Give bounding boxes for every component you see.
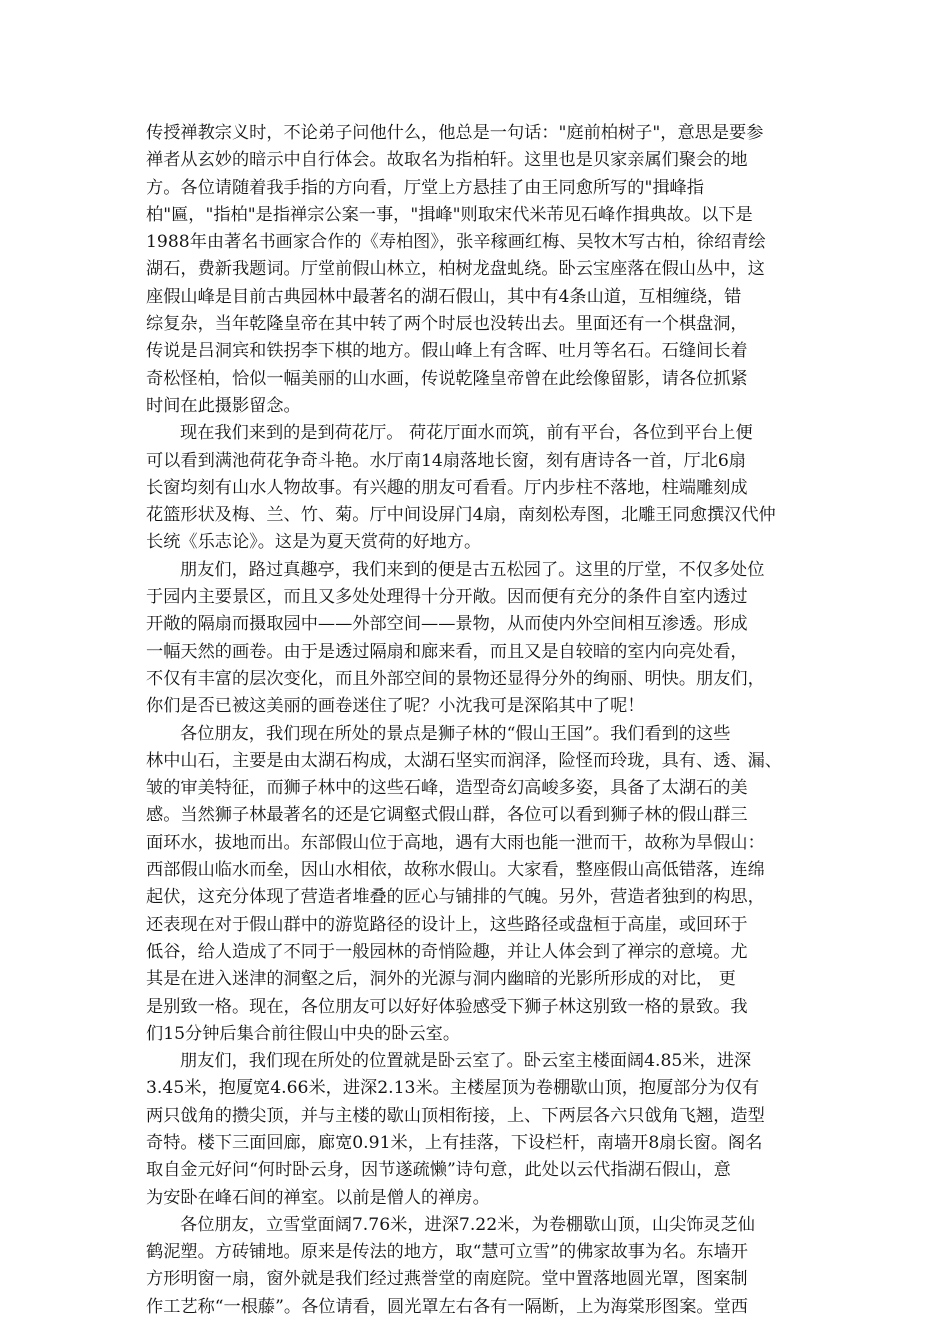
text-line: 林中山石，主要是由太湖石构成，太湖石坚实而润泽，险怪而玲珑，具有、透、漏、 [146,750,782,771]
text-line: 长统《乐志论》。这是为夏天赏荷的好地方。 [146,532,482,553]
text-line: 们15分钟后集合前往假山中央的卧云室。 [146,1023,461,1044]
paragraph [146,1048,806,1212]
text-line: 传说是吕洞宾和铁拐李下棋的地方。假山峰上有含晖、吐月等名石。石缝间长着 [146,341,748,362]
text-line: 开敞的隔扇而摄取园中——外部空间——景物，从而使内外空间相互渗透。形成 [146,614,748,635]
paragraph [146,120,806,420]
text-line: 朋友们，路过真趣亭，我们来到的便是古五松园了。这里的厅堂，不仅多处位 [180,559,765,580]
text-line: 皱的审美特征，而狮子林中的这些石峰，造型奇幻高峻多姿，具备了太湖石的美 [146,778,748,799]
text-line: 各位朋友，立雪堂面阔7.76米，进深7.22米，为卷棚歇山顶，山尖饰灵芝仙 [180,1214,755,1235]
text-line: 方形明窗一扇，窗外就是我们经过燕誉堂的南庭院。堂中置落地圆光罩，图案制 [146,1269,748,1290]
text-line: 其是在进入迷津的洞壑之后，洞外的光源与洞内幽暗的光影所形成的对比， 更 [146,969,736,990]
text-line: 感。当然狮子林最著名的还是它调壑式假山群，各位可以看到狮子林的假山群三 [146,805,748,826]
text-line: 禅者从玄妙的暗示中自行体会。故取名为指柏轩。这里也是贝家亲属们聚会的地 [146,150,748,171]
text-line: 为安卧在峰石间的禅室。以前是僧人的禅房。 [146,1187,490,1208]
text-line: 花篮形状及梅、兰、竹、菊。厅中间设屏门4扇，南刻松寿图，北雕王同愈撰汉代仲 [146,505,776,526]
text-line: 柏"匾，"指柏"是指禅宗公案一事，"揖峰"则取宋代米芾见石峰作揖典故。以下是 [146,204,753,225]
paragraph [146,420,806,556]
text-line: 还表现在对于假山群中的游览路径的设计上，这些路径或盘桓于高崖，或回环于 [146,914,748,935]
text-line: 现在我们来到的是到荷花厅。 荷花厅面水而筑，前有平台，各位到平台上便 [180,423,753,444]
text-line: 奇松怪柏，恰似一幅美丽的山水画，传说乾隆皇帝曾在此绘像留影，请各位抓紧 [146,368,748,389]
text-line: 可以看到满池荷花争奇斗艳。水厅南14扇落地长窗，刻有唐诗各一首，厅北6扇 [146,450,746,471]
paragraph [146,721,806,1049]
paragraph [146,557,806,721]
text-line: 西部假山临水而垒，因山水相依，故称水假山。大家看，整座假山高低错落，连绵 [146,860,765,881]
text-line: 时间在此摄影留念。 [146,395,301,416]
text-line: 1988年由著名书画家合作的《寿柏图》，张辛稼画红梅、吴牧木写古柏，徐绍青绘 [146,232,766,253]
text-line: 面环水，拔地而出。东部假山位于高地，遇有大雨也能一泄而干，故称为旱假山： [146,832,765,853]
paragraph [146,1212,806,1321]
text-line: 两只戗角的攒尖顶，并与主楼的歇山顶相衔接，上、下两层各六只戗角飞翘，造型 [146,1105,765,1126]
text-line: 是别致一格。现在，各位朋友可以好好体验感受下狮子林这别致一格的景致。我 [146,996,748,1017]
text-line: 方。各位请随着我手指的方向看，厅堂上方悬挂了由王同愈所写的"揖峰指 [146,177,704,198]
text-line: 取自金元好问“何时卧云身，因节遂疏懒”诗句意，此处以云代指湖石假山，意 [146,1160,731,1181]
text-line: 各位朋友，我们现在所处的景点是狮子林的“假山王国”。我们看到的这些 [180,723,731,744]
text-line: 朋友们，我们现在所处的位置就是卧云室了。卧云室主楼面阔4.85米，进深 [180,1051,752,1072]
text-line: 你们是否已被这美丽的画卷迷住了呢？小沈我可是深陷其中了呢！ [146,696,645,717]
text-line: 3.45米，抱厦宽4.66米，进深2.13米。主楼屋顶为卷棚歇山顶，抱厦部分为仅有 [146,1078,760,1099]
document-body [146,120,806,1321]
text-line: 座假山峰是目前古典园林中最著名的湖石假山，其中有4条山道，互相缠绕，错 [146,286,742,307]
text-line: 鹤泥塑。方砖铺地。原来是传法的地方，取“慧可立雪”的佛家故事为名。东墙开 [146,1242,748,1263]
text-line: 传授禅教宗义时，不论弟子问他什么，他总是一句话："庭前柏树子"，意思是要参 [146,123,764,143]
text-line: 综复杂，当年乾隆皇帝在其中转了两个时辰也没转出去。里面还有一个棋盘洞， [146,314,748,335]
text-line: 不仅有丰富的层次变化，而且外部空间的景物还显得分外的绚丽、明快。朋友们， [146,668,765,689]
text-line: 长窗均刻有山水人物故事。有兴趣的朋友可看看。厅内步柱不落地，柱端雕刻成 [146,477,748,498]
text-line: 一幅天然的画卷。由于是透过隔扇和廊来看，而且又是自较暗的室内向亮处看， [146,641,748,662]
text-line: 起伏，这充分体现了营造者堆叠的匠心与铺排的气魄。另外，营造者独到的构思， [146,887,765,908]
text-line: 低谷，给人造成了不同于一般园林的奇悄险趣，并让人体会到了禅宗的意境。尤 [146,941,748,962]
text-line: 作工艺称“一根藤”。各位请看，圆光罩左右各有一隔断，上为海棠形图案。堂西 [146,1296,748,1317]
text-line: 于园内主要景区，而且又多处处理得十分开敞。因而便有充分的条件自室内透过 [146,587,748,608]
text-line: 奇特。楼下三面回廊，廊宽0.91米，上有挂落，下设栏杆，南墙开8扇长窗。阁名 [146,1132,763,1153]
text-line: 湖石，费新我题词。厅堂前假山林立，柏树龙盘虬绕。卧云宝座落在假山丛中，这 [146,259,765,280]
